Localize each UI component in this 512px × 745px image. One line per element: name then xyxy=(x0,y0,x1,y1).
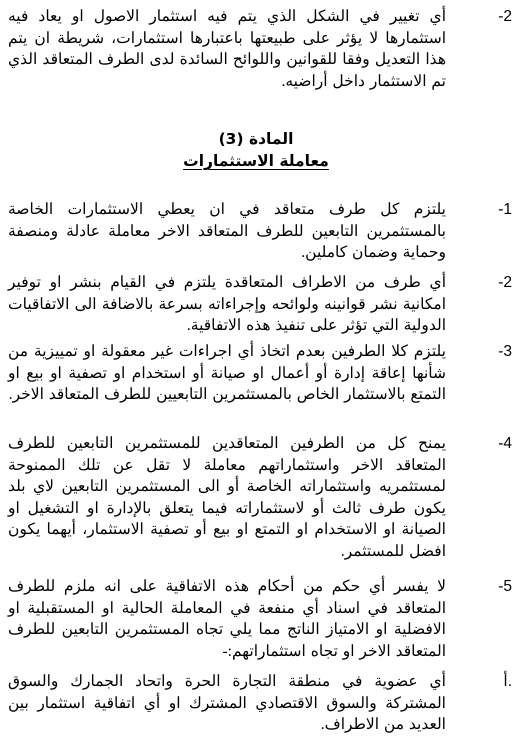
paragraph-number: -1 xyxy=(498,201,512,218)
article-subtitle: معاملة الاستثمارات xyxy=(183,152,329,170)
paragraph-number: أ. xyxy=(503,673,512,690)
paragraph-text: أي عضوية في منطقة التجارة الحرة واتحاد الجمارك والسوق المشتركة والسوق الاقتصادي المشترك او أي اتفاقية استثمار بين العديد من الاطراف. xyxy=(8,673,446,733)
paragraph-text: يلتزم كل طرف متعاقد في ان يعطي الاستثمارات الخاصة بالمستثمرين التابعين للطرف المتعاقد الاخر معاملة عادلة ومنصفة وحماية وضمان كاملين. xyxy=(8,201,446,261)
paragraph-number: -2 xyxy=(498,274,512,291)
paragraph-text: يمنح كل من الطرفين المتعاقدين للمستثمرين التابعين للطرف المتعاقد الاخر واستثماراتهم معاملة لا تقل عن تلك الممنوحة لمستثمريه واستثماراته الخاصة أو الى المستثمرين التابعين لاي بلد يكون طرف ثالث أو لاستثماراته فيما يتعلق بالإدارة او التشغيل او الصيانة او الاستخدام او التمتع او بيع أو تصفية الاستثمار، أيهما يكون افضل للمستثمر. xyxy=(8,435,446,560)
paragraph-text: أي تغيير في الشكل الذي يتم فيه استثمار الاصول او يعاد فيه استثمارها لا يؤثر على طبيعتها باعتبارها استثمارات، شريطة ان يتم هذا التعديل وفقا للقوانين واللوائح السائدة لدى الطرف المتعاقد الذي تم الاستثمار داخل أراضيه. xyxy=(8,8,446,90)
article-title: المادة (3) xyxy=(218,130,294,148)
paragraph-text: لا يفسر أي حكم من أحكام هذه الاتفاقية على انه ملزم للطرف المتعاقد في اسناد أي منفعة في المعاملة الحالية او المستقبلية او الافضلية او الامتياز الناتج مما يلي تجاه المستثمرين التابعين للطرف المتعاقد الاخر او تجاه استثماراتهم:- xyxy=(8,578,446,660)
paragraph-text: أي طرف من الاطراف المتعاقدة يلتزم في القيام بنشر او توفير امكانية نشر قوانينه ولوائحه وإجراءاته بسرعة بالاضافة الى الاتفاقيات الدولية التي تؤثر على تنفيذ هذه الاتفاقية. xyxy=(8,274,446,334)
paragraph-number: -4 xyxy=(498,435,512,452)
paragraph-number: -3 xyxy=(498,343,512,360)
paragraph-number: -2 xyxy=(498,8,512,25)
paragraph-number: -5 xyxy=(498,578,512,595)
paragraph-text: يلتزم كلا الطرفين بعدم اتخاذ أي اجراءات غير معقولة او تمييزية من شأنها إعاقة إدارة أو أعمال او صيانة أو استخدام او تصفية او بيع او التمتع بالاستثمار الخاص بالمستثمرين التابعيين للطرف المتعاقد الاخر. xyxy=(8,343,446,403)
